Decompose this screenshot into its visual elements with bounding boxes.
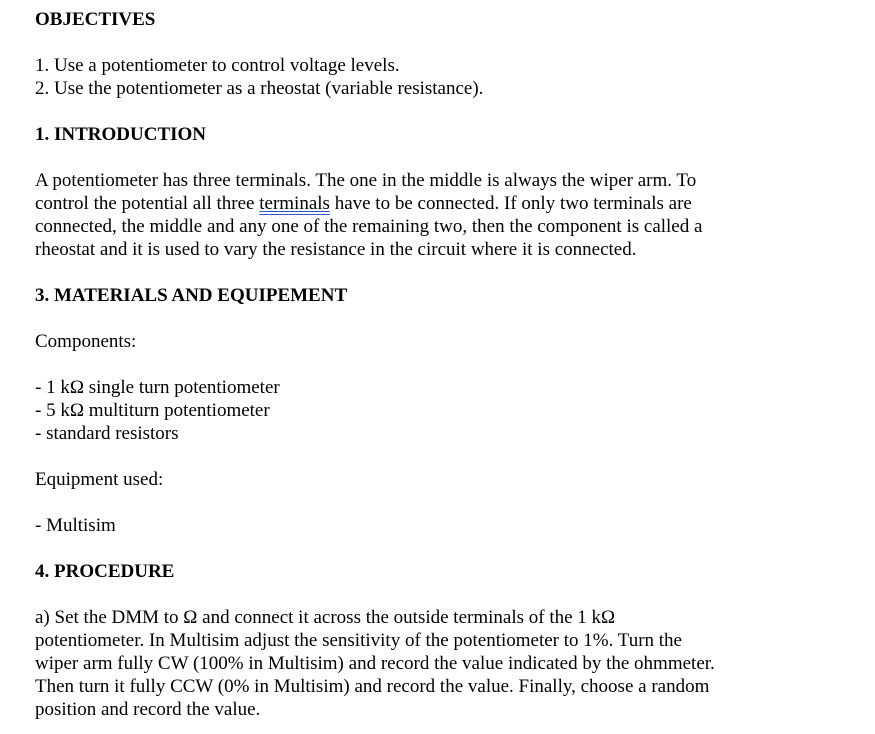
introduction-line-3: connected, the middle and any one of the remaining two, then the component is called a — [35, 216, 703, 237]
equipment-list — [35, 514, 835, 537]
equipment-item-1: - Multisim — [35, 515, 116, 536]
equipment-label: Equipment used: — [35, 469, 164, 490]
procedure-line-2: potentiometer. In Multisim adjust the sensitivity of the potentiometer to 1%. Turn the — [35, 630, 682, 651]
materials-heading: 3. MATERIALS AND EQUIPEMENT — [35, 285, 348, 306]
introduction-line-2-end: have to be connected. If only two terminals are — [329, 193, 692, 214]
objectives-list — [35, 54, 835, 100]
procedure-line-5: position and record the value. — [35, 699, 261, 720]
component-item-3: - standard resistors — [35, 423, 179, 444]
spacer — [35, 307, 835, 330]
procedure-paragraph — [35, 606, 835, 721]
spacer — [35, 537, 835, 560]
spacer — [35, 100, 835, 123]
components-label: Components: — [35, 331, 137, 352]
procedure-line-4: Then turn it fully CCW (0% in Multisim) and record the value. Finally, choose a random — [35, 676, 710, 697]
spacer — [35, 31, 835, 54]
introduction-line-2-start: control the potential all three — [35, 193, 260, 214]
objective-item-1: 1. Use a potentiometer to control voltage levels. — [35, 55, 400, 76]
spacer — [35, 261, 835, 284]
procedure-line-3: wiper arm fully CW (100% in Multisim) and record the value indicated by the ohmmeter. — [35, 653, 715, 674]
procedure-line-1: a) Set the DMM to Ω and connect it across the outside terminals of the 1 kΩ — [35, 607, 616, 628]
objectives-heading: OBJECTIVES — [35, 9, 156, 30]
introduction-heading: 1. INTRODUCTION — [35, 124, 207, 145]
components-list — [35, 376, 835, 445]
introduction-line-1: A potentiometer has three terminals. The one in the middle is always the wiper arm. To — [35, 170, 697, 191]
introduction-paragraph — [35, 169, 835, 261]
procedure-heading: 4. PROCEDURE — [35, 561, 175, 582]
spacer — [35, 146, 835, 169]
spacer — [35, 445, 835, 468]
objective-item-2: 2. Use the potentiometer as a rheostat (variable resistance). — [35, 78, 484, 99]
introduction-line-2 — [35, 192, 835, 215]
component-item-2: - 5 kΩ multiturn potentiometer — [35, 400, 270, 421]
spacer — [35, 491, 835, 514]
document-page — [35, 8, 835, 721]
grammar-flagged-word[interactable]: terminals — [259, 193, 330, 214]
spacer — [35, 583, 835, 606]
introduction-line-4: rheostat and it is used to vary the resistance in the circuit where it is connected. — [35, 239, 637, 260]
spacer — [35, 353, 835, 376]
component-item-1: - 1 kΩ single turn potentiometer — [35, 377, 280, 398]
